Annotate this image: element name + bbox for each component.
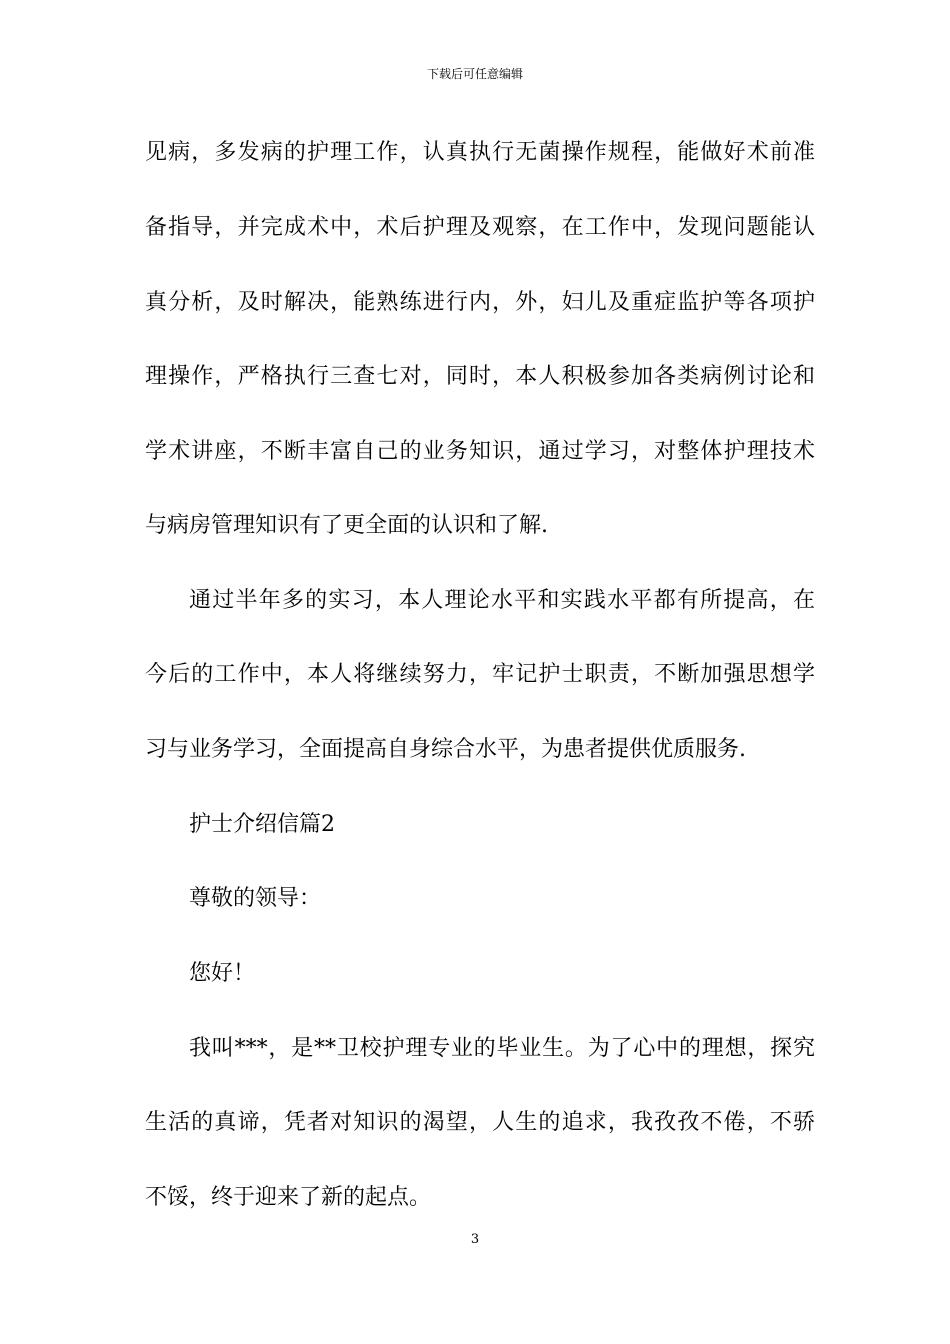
text-line: 备指导，并完成术中，术后护理及观察，在工作中，发现问题能认: [145, 215, 815, 240]
text-line: 见病，多发病的护理工作，认真执行无菌操作规程，能做好术前准: [145, 140, 815, 165]
text-line: 我叫***，是**卫校护理专业的毕业生。为了心中的理想，探究: [189, 1036, 815, 1061]
text-line: 真分析，及时解决，能熟练进行内，外，妇儿及重症监护等各项护: [145, 290, 815, 315]
page-header-note: 下载后可任意编辑: [426, 67, 523, 81]
page-number: 3: [470, 1232, 480, 1247]
salutation: 尊敬的领导：: [189, 886, 322, 911]
text-line: 学术讲座，不断丰富自己的业务知识，通过学习，对整体护理技术: [145, 439, 815, 464]
text-line: 习与业务学习，全面提高自身综合水平，为患者提供优质服务.: [145, 737, 746, 762]
section-heading: 护士介绍信篇2: [189, 812, 335, 837]
text-line: 今后的工作中，本人将继续努力，牢记护士职责，不断加强思想学: [145, 662, 815, 687]
text-line: 与病房管理知识有了更全面的认识和了解.: [145, 513, 548, 538]
text-line: 不馁，终于迎来了新的起点。: [145, 1185, 432, 1210]
greeting: 您好！: [189, 961, 256, 986]
text-line: 通过半年多的实习，本人理论水平和实践水平都有所提高，在: [189, 588, 815, 613]
text-line: 生活的真谛，凭者对知识的渴望，人生的追求，我孜孜不倦，不骄: [145, 1110, 815, 1135]
text-line: 理操作，严格执行三查七对，同时，本人积极参加各类病例讨论和: [145, 364, 815, 389]
